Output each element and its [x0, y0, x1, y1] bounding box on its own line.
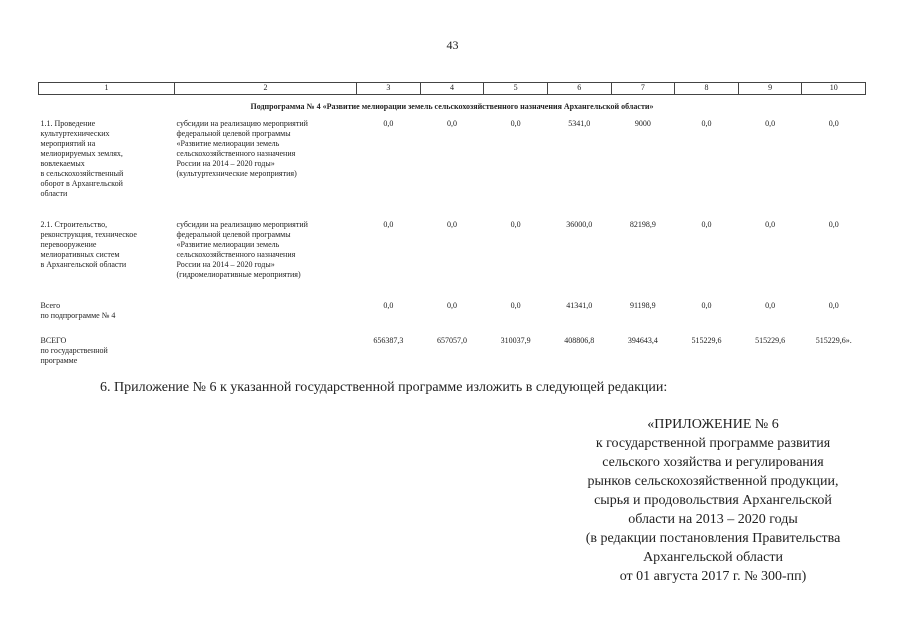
appendix-line: к государственной программе развития — [595, 436, 831, 451]
row-name — [39, 116, 175, 217]
value-cell: 394643,4 — [627, 336, 658, 345]
value-cell: 656387,3 — [373, 336, 404, 345]
value-cell: 0,0 — [701, 301, 712, 310]
value-cell: 0,0 — [828, 119, 839, 128]
row-name-line: 2.1. Строительство, — [40, 220, 108, 229]
funding-source-line: «Развитие мелиорации земель — [176, 240, 280, 249]
funding-source-line: сельскохозяйственного назначения — [176, 250, 296, 259]
row-funding-source — [175, 217, 357, 298]
value-cell: 0,0 — [446, 119, 457, 128]
row-name-line: Всего — [40, 301, 61, 310]
column-number-8: 8 — [675, 83, 739, 95]
page-number: 43 — [446, 38, 459, 52]
funding-source-line: федеральной целевой программы — [176, 230, 291, 239]
value-cell: 91198,9 — [629, 301, 656, 310]
row-funding-source — [175, 333, 357, 370]
paragraph-6: 6. Приложение № 6 к указанной государственной программе изложить в следующей редакции: — [100, 380, 668, 395]
row-name — [39, 298, 175, 333]
funding-source-line: (культуртехнические мероприятия) — [176, 169, 297, 178]
row-name-line: культуртехнических — [40, 129, 110, 138]
value-cell: 0,0 — [446, 301, 457, 310]
column-number-9: 9 — [738, 83, 802, 95]
row-name-line: области — [40, 189, 68, 198]
column-number-10: 10 — [802, 83, 866, 95]
appendix-heading — [548, 415, 878, 586]
value-cell: 82198,9 — [629, 220, 656, 229]
funding-source-line: сельскохозяйственного назначения — [176, 149, 296, 158]
row-funding-source — [175, 116, 357, 217]
column-number-2: 2 — [175, 83, 357, 95]
appendix-line: сырья и продовольствия Архангельской — [594, 493, 832, 508]
appendix-line: области на 2013 – 2020 годы — [628, 512, 798, 527]
row-name-line: программе — [40, 356, 78, 365]
column-number-7: 7 — [611, 83, 675, 95]
table-row — [39, 217, 866, 298]
value-cell: 5341,0 — [568, 119, 591, 128]
appendix-line: сельского хозяйства и регулирования — [602, 455, 824, 470]
appendix-line: рынков сельскохозяйственной продукции, — [587, 474, 839, 489]
row-name-line: в сельскохозяйственный — [40, 169, 124, 178]
value-cell: 0,0 — [510, 119, 521, 128]
value-cell: 0,0 — [383, 301, 394, 310]
value-cell: 657057,0 — [436, 336, 467, 345]
budget-table — [38, 82, 866, 370]
funding-source-line: России на 2014 – 2020 годы» — [176, 159, 275, 168]
value-cell: 0,0 — [828, 301, 839, 310]
value-cell: 0,0 — [828, 220, 839, 229]
row-name-line: вовлекаемых — [40, 159, 85, 168]
value-cell: 0,0 — [765, 301, 776, 310]
value-cell: 515229,6 — [755, 336, 786, 345]
appendix-line: Архангельской области — [643, 550, 783, 565]
table-header-row — [39, 83, 866, 95]
value-cell: 310037,9 — [500, 336, 531, 345]
funding-source-line: субсидии на реализацию мероприятий — [176, 119, 308, 128]
value-cell: 408806,8 — [564, 336, 595, 345]
value-cell: 0,0 — [765, 220, 776, 229]
funding-source-line: федеральной целевой программы — [176, 129, 291, 138]
row-name-line: реконструкция, техническое — [40, 230, 137, 239]
appendix-line: от 01 августа 2017 г. № 300-пп) — [619, 569, 807, 584]
value-cell: 0,0 — [510, 220, 521, 229]
value-cell: 515229,6». — [815, 336, 852, 345]
value-cell: 0,0 — [701, 220, 712, 229]
row-name — [39, 217, 175, 298]
row-name-line: по подпрограмме № 4 — [40, 311, 116, 320]
value-cell: 0,0 — [510, 301, 521, 310]
value-cell: 515229,6 — [691, 336, 722, 345]
subprogram-title: Подпрограмма № 4 «Развитие мелиорации земель сельскохозяйственного назначения Архангельской области» — [250, 102, 654, 111]
value-cell: 36000,0 — [566, 220, 593, 229]
subprogram-row — [39, 95, 866, 117]
funding-source-line: (гидромелиоративные мероприятия) — [176, 270, 301, 279]
value-cell: 0,0 — [383, 119, 394, 128]
column-number-3: 3 — [357, 83, 421, 95]
appendix-line: (в редакции постановления Правительства — [585, 531, 841, 546]
value-cell: 0,0 — [446, 220, 457, 229]
funding-source-line: субсидии на реализацию мероприятий — [176, 220, 308, 229]
column-number-1: 1 — [39, 83, 175, 95]
row-funding-source — [175, 298, 357, 333]
row-name-line: по государственной — [40, 346, 108, 355]
table-row — [39, 333, 866, 370]
row-name-line: в Архангельской области — [40, 260, 127, 269]
table-row — [39, 298, 866, 333]
row-name-line: ВСЕГО — [40, 336, 67, 345]
value-cell: 9000 — [634, 119, 651, 128]
appendix-line: «ПРИЛОЖЕНИЕ № 6 — [647, 417, 779, 432]
row-name-line: мелиорируемых землях, — [40, 149, 123, 158]
table-row — [39, 116, 866, 217]
row-name-line: 1.1. Проведение — [40, 119, 96, 128]
row-name — [39, 333, 175, 370]
funding-source-line: России на 2014 – 2020 годы» — [176, 260, 275, 269]
value-cell: 0,0 — [383, 220, 394, 229]
value-cell: 41341,0 — [566, 301, 593, 310]
value-cell: 0,0 — [701, 119, 712, 128]
column-number-5: 5 — [484, 83, 548, 95]
row-name-line: мелиоративных систем — [40, 250, 120, 259]
column-number-6: 6 — [547, 83, 611, 95]
row-name-line: оборот в Архангельской — [40, 179, 123, 188]
funding-source-line: «Развитие мелиорации земель — [176, 139, 280, 148]
row-name-line: перевооружение — [40, 240, 97, 249]
row-name-line: мероприятий на — [40, 139, 96, 148]
value-cell: 0,0 — [765, 119, 776, 128]
column-number-4: 4 — [420, 83, 484, 95]
